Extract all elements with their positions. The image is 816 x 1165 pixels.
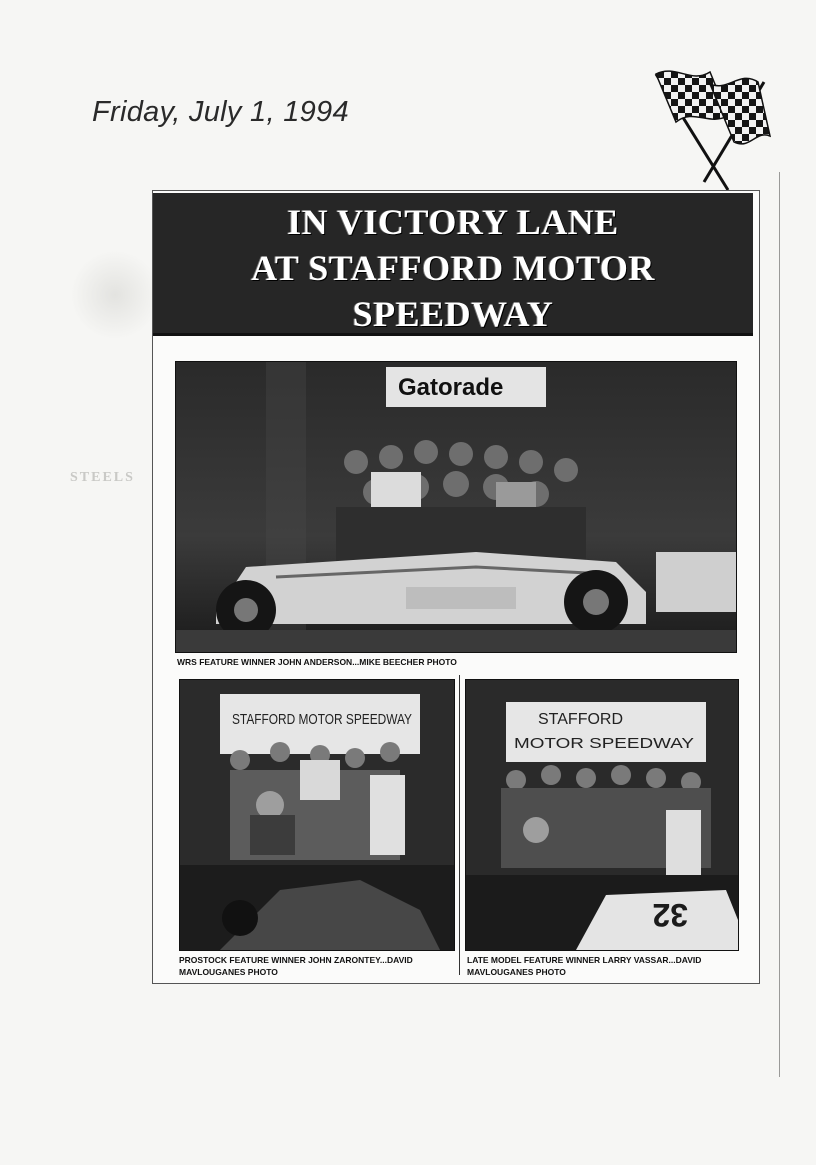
main-photo-caption: WRS FEATURE WINNER JOHN ANDERSON...MIKE BEECHER PHOTO <box>177 657 457 667</box>
prostock-photo <box>179 679 455 951</box>
ghost-bleed-blob <box>70 250 160 340</box>
prostock-photo-caption: PROSTOCK FEATURE WINNER JOHN ZARONTEY...DAVID MAVLOUGANES PHOTO <box>179 955 413 977</box>
ghost-bleed-text: STEELS <box>70 470 135 485</box>
late-model-photo-caption: LATE MODEL FEATURE WINNER LARRY VASSAR...DAVID MAVLOUGANES PHOTO <box>467 955 702 977</box>
headline-banner <box>153 193 753 336</box>
column-divider <box>459 675 460 975</box>
headline-line-2: AT STAFFORD MOTOR <box>251 248 655 288</box>
late-model-photo <box>465 679 739 951</box>
headline-line-1: IN VICTORY LANE <box>287 202 619 242</box>
stafford-banner-line1: STAFFORD <box>538 711 624 728</box>
main-photo <box>175 361 737 653</box>
stafford-banner-text: STAFFORD MOTOR SPEEDWAY <box>232 711 412 728</box>
margin-rule <box>779 172 780 1077</box>
stafford-banner-line2: MOTOR SPEEDWAY <box>514 735 694 752</box>
svg-text:32: 32 <box>652 897 688 933</box>
checkered-flags-icon <box>636 64 776 194</box>
headline-line-3: SPEEDWAY <box>352 294 554 334</box>
newspaper-clipping <box>152 190 760 984</box>
page-date: Friday, July 1, 1994 <box>92 96 349 128</box>
gatorade-banner-text: Gatorade <box>398 374 504 401</box>
